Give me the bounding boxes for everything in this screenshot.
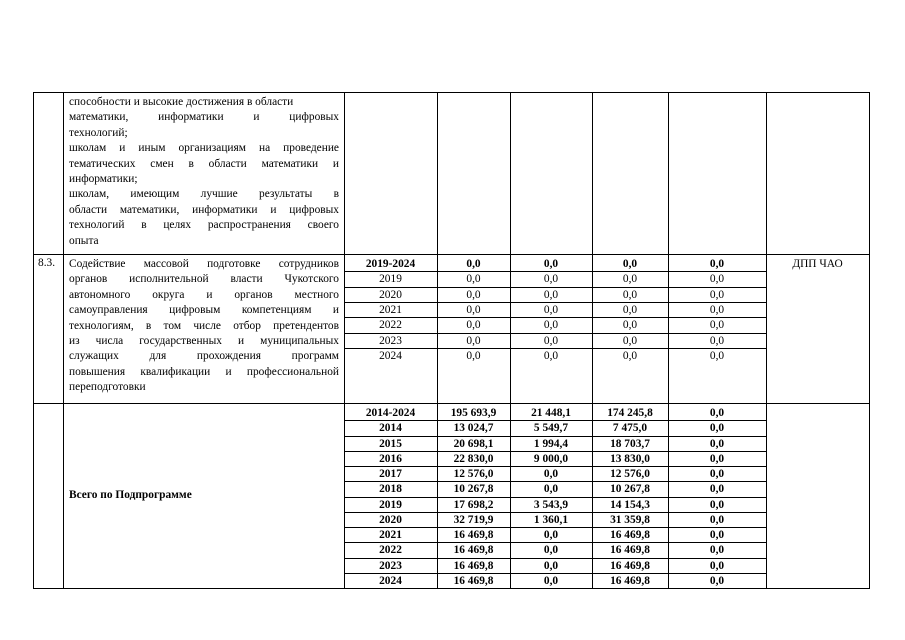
value-cell: 0,0 (466, 303, 481, 316)
text-line: автономного округа и органов местного (69, 288, 339, 301)
value-cell: 0,0 (709, 574, 725, 587)
text-line: переподготовки (69, 381, 146, 394)
year-cell: 2024 (379, 574, 402, 587)
value-cell: 0,0 (709, 544, 725, 557)
year-cell: 2019-2024 (365, 258, 416, 270)
value-cell: 17 698,2 (453, 498, 494, 511)
value-cell: 0,0 (622, 303, 638, 316)
text-line: технологий; (69, 126, 128, 139)
value-cell: 195 693,9 (450, 407, 497, 419)
value-cell: 0,0 (622, 258, 638, 270)
value-cell: 0,0 (709, 529, 725, 541)
total-label: Всего по Подпрограмме (69, 489, 192, 501)
value-cell: 9 000,0 (533, 452, 569, 465)
year-cell: 2014 (379, 422, 402, 435)
value-cell: 13 830,0 (610, 452, 650, 465)
text-line: тематических смен в области математики и (69, 157, 339, 170)
value-cell: 12 576,0 (610, 468, 650, 480)
value-cell: 0,0 (466, 258, 481, 270)
year-cell: 2019 (379, 498, 402, 511)
value-cell: 7 475,0 (612, 422, 648, 435)
value-cell: 10 267,8 (610, 483, 650, 496)
value-cell: 14 154,3 (610, 498, 650, 511)
value-cell: 0,0 (709, 288, 725, 301)
col-line-1 (63, 92, 64, 589)
value-cell: 16 469,8 (610, 529, 650, 541)
value-cell: 0,0 (543, 334, 559, 347)
value-cell: 18 703,7 (610, 437, 650, 450)
text-line: Содействие массовой подготовке сотрудников (69, 258, 339, 270)
col-line-7 (766, 92, 767, 589)
value-cell: 0,0 (709, 452, 725, 465)
text-line: способности и высокие достижения в области (69, 96, 294, 108)
text-line: органов исполнительной власти Чукотского (69, 273, 339, 286)
col-line-0 (33, 92, 34, 589)
value-cell: 1 994,4 (533, 437, 569, 450)
value-cell: 0,0 (543, 349, 559, 362)
year-cell: 2017 (379, 468, 402, 480)
value-cell: 0,0 (709, 273, 725, 286)
value-cell: 0,0 (622, 273, 638, 286)
value-cell: 0,0 (709, 422, 725, 435)
value-cell: 32 719,9 (453, 513, 494, 526)
value-cell: 16 469,8 (453, 529, 494, 541)
year-cell: 2022 (379, 319, 402, 332)
text-line: информатики; (69, 173, 138, 186)
value-cell: 12 576,0 (453, 468, 494, 480)
value-cell: 1 360,1 (533, 513, 569, 526)
year-cell: 2024 (379, 349, 402, 362)
value-cell: 0,0 (622, 288, 638, 301)
value-cell: 174 245,8 (607, 407, 653, 419)
value-cell: 0,0 (622, 349, 638, 362)
year-cell: 2023 (379, 334, 402, 347)
value-cell: 16 469,8 (610, 544, 650, 557)
value-cell: 5 549,7 (533, 422, 569, 435)
text-line: самоуправления цифровым компетенциям и (69, 304, 339, 317)
value-cell: 0,0 (709, 498, 725, 511)
executor-label: ДПП ЧАО (792, 258, 843, 270)
value-cell: 0,0 (709, 513, 725, 526)
year-cell: 2022 (379, 544, 402, 557)
value-cell: 0,0 (543, 288, 559, 301)
text-line: технологий в целях распространения своего (69, 219, 339, 232)
year-cell: 2019 (379, 273, 402, 286)
value-cell: 0,0 (622, 334, 638, 347)
value-cell: 0,0 (543, 529, 559, 541)
value-cell: 0,0 (709, 319, 725, 332)
value-cell: 16 469,8 (610, 574, 650, 587)
value-cell: 0,0 (709, 407, 725, 419)
value-cell: 10 267,8 (453, 483, 494, 496)
text-line: математики, информатики и цифровых (69, 111, 339, 124)
value-cell: 0,0 (709, 349, 725, 362)
text-line: опыта (69, 234, 99, 247)
value-cell: 0,0 (543, 319, 559, 332)
year-cell: 2014-2024 (365, 407, 416, 419)
value-cell: 0,0 (543, 544, 559, 557)
table-top-border (33, 92, 870, 93)
value-cell: 0,0 (543, 303, 559, 316)
top-block-description (69, 95, 339, 249)
year-cell: 2021 (379, 529, 402, 541)
value-cell: 16 469,8 (610, 559, 650, 572)
value-cell: 16 469,8 (453, 559, 494, 572)
text-line: служащих для прохождения программ (69, 350, 339, 363)
value-cell: 3 543,9 (533, 498, 569, 511)
table-bottom-border (33, 588, 870, 589)
year-cell: 2015 (379, 437, 402, 450)
value-cell: 22 830,0 (453, 452, 494, 465)
value-cell: 0,0 (466, 334, 481, 347)
value-cell: 0,0 (709, 303, 725, 316)
value-cell: 0,0 (466, 319, 481, 332)
value-cell: 20 698,1 (453, 437, 494, 450)
row-separator-83 (33, 403, 870, 404)
value-cell: 0,0 (709, 483, 725, 496)
value-cell: 0,0 (543, 483, 559, 496)
value-cell: 0,0 (543, 258, 559, 270)
value-cell: 0,0 (466, 349, 481, 362)
text-line: области математики, информатики и цифровых (69, 203, 339, 216)
value-cell: 0,0 (543, 273, 559, 286)
row-separator-top (33, 254, 870, 255)
value-cell: 0,0 (466, 288, 481, 301)
year-cell: 2021 (379, 303, 402, 316)
value-cell: 0,0 (709, 258, 725, 270)
year-cell: 2020 (379, 513, 402, 526)
text-line: из числа государственных и муниципальных (69, 335, 339, 348)
text-line: технологиям, в том числе отбор претендентов (69, 319, 339, 332)
value-cell: 31 359,8 (610, 513, 650, 526)
value-cell: 13 024,7 (453, 422, 494, 435)
year-cell: 2016 (379, 452, 402, 465)
year-cell: 2020 (379, 288, 402, 301)
year-cell: 2023 (379, 559, 402, 572)
value-cell: 0,0 (543, 559, 559, 572)
text-line: повышения квалификации и профессиональной (69, 365, 339, 378)
value-cell: 16 469,8 (453, 574, 494, 587)
value-cell: 0,0 (466, 273, 481, 286)
value-cell: 16 469,8 (453, 544, 494, 557)
col-line-8 (869, 92, 870, 589)
row-number: 8.3. (38, 257, 56, 269)
text-line: школам, имеющим лучшие результаты в (69, 188, 339, 201)
value-cell: 0,0 (543, 574, 559, 587)
value-cell: 0,0 (709, 437, 725, 450)
value-cell: 0,0 (543, 468, 559, 480)
value-cell: 0,0 (709, 334, 725, 347)
value-cell: 21 448,1 (531, 407, 571, 419)
value-cell: 0,0 (709, 468, 725, 480)
row-83-description (69, 257, 339, 396)
value-cell: 0,0 (622, 319, 638, 332)
year-cell: 2018 (379, 483, 402, 496)
text-line: школам и иным организациям на проведение (69, 142, 339, 155)
value-cell: 0,0 (709, 559, 725, 572)
